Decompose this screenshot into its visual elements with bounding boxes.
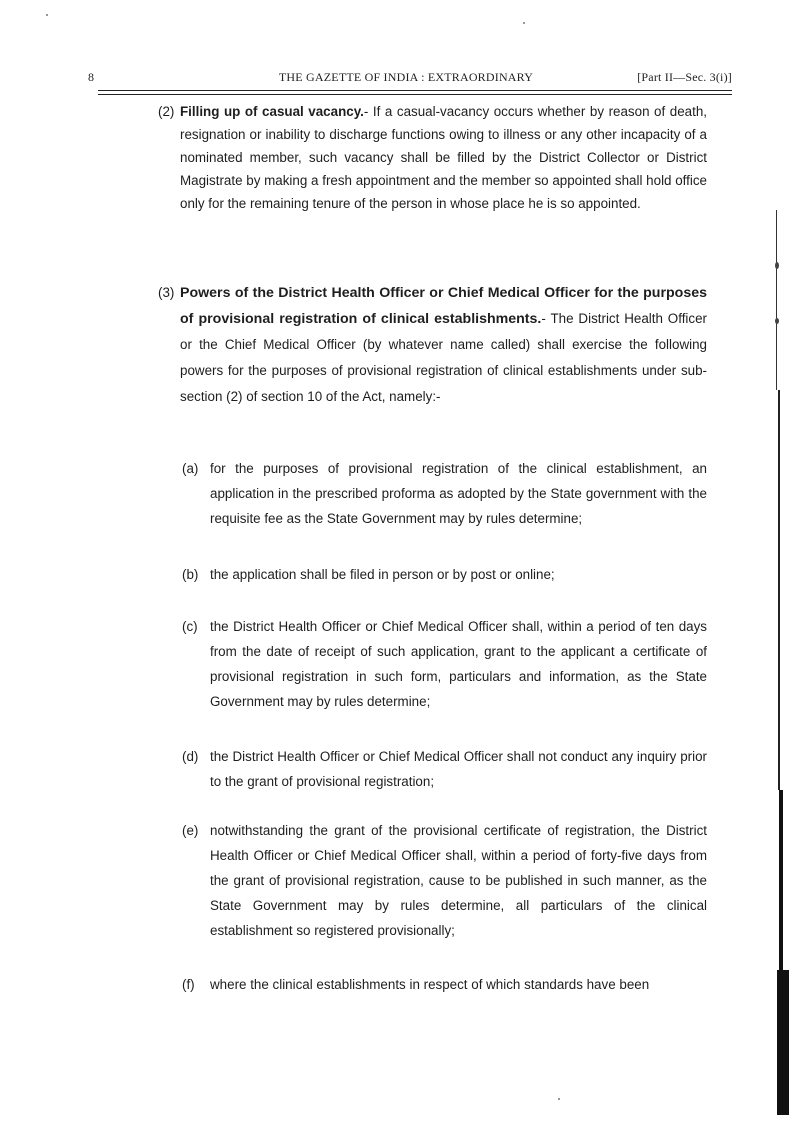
scan-edge-bar bbox=[777, 970, 789, 1115]
header-rule-bottom bbox=[98, 94, 732, 95]
item-c: the District Health Officer or Chief Medical Officer shall, within a period of ten days from the date of receipt of such application, grant to the applicant a certificate of provisional registration in such form, particulars and information, as the State Government may by rules determine; bbox=[210, 619, 707, 709]
running-header bbox=[80, 70, 732, 90]
item-c-label: (c) bbox=[182, 619, 198, 634]
gazette-title: THE GAZETTE OF INDIA : EXTRAORDINARY bbox=[278, 70, 534, 84]
para-3 bbox=[180, 280, 707, 410]
scan-edge-line bbox=[778, 390, 780, 790]
item-d-label: (d) bbox=[182, 749, 199, 764]
para-2-heading: Filling up of casual vacancy. bbox=[180, 104, 364, 119]
scan-speck bbox=[775, 262, 779, 269]
para-2 bbox=[180, 100, 707, 215]
para-2-text: - If a casual-vacancy occurs whether by reason of death, resignation or inability to discharge functions owing to illness or any other incapacity of a nominated member, such vacancy shall be filled by the District Collector or District Magistrate by making a fresh appointment and the member so appointed shall hold office only for the remaining tenure of the person in whose place he is so appointed. bbox=[180, 104, 708, 211]
para-2-number: (2) bbox=[158, 104, 175, 119]
item-f-label: (f) bbox=[182, 977, 195, 992]
item-b: the application shall be filed in person or by post or online; bbox=[210, 567, 555, 582]
item-e: notwithstanding the grant of the provisional certificate of registration, the District Health Officer or Chief Medical Officer shall, within a period of forty-five days from the grant of provisional registration, cause to be published in such manner, as the State Government may by rules determine, all particulars of the clinical establishment so registered provisionally; bbox=[210, 823, 707, 938]
scan-edge-bar bbox=[779, 790, 783, 970]
para-3-number: (3) bbox=[158, 285, 175, 300]
scan-speck bbox=[523, 22, 525, 24]
item-a-label: (a) bbox=[182, 461, 199, 476]
header-rule-top bbox=[98, 90, 732, 91]
item-a: for the purposes of provisional registration of the clinical establishment, an application in the prescribed proforma as adopted by the State government with the requisite fee as the State Government may by rules determine; bbox=[210, 461, 707, 526]
item-f: where the clinical establishments in respect of which standards have been bbox=[210, 977, 650, 992]
item-e-label: (e) bbox=[182, 823, 199, 838]
para-3-heading: Powers of the District Health Officer or Chief Medical Officer for the purposes of provisional registration of clinical establishments. bbox=[180, 285, 707, 327]
scan-edge-line bbox=[776, 210, 777, 390]
scan-speck bbox=[46, 14, 48, 16]
para-3-text: - The District Health Officer or the Chief Medical Officer (by whatever name called) shall exercise the following powers for the purposes of provisional registration of clinical establishments under sub-section (2) of section 10 of the Act, namely:- bbox=[180, 311, 708, 404]
scan-speck bbox=[558, 1098, 560, 1100]
item-d: the District Health Officer or Chief Medical Officer shall not conduct any inquiry prior to the grant of provisional registration; bbox=[210, 749, 707, 789]
item-b-label: (b) bbox=[182, 567, 199, 582]
scan-speck bbox=[775, 318, 779, 324]
page-number: 8 bbox=[88, 70, 95, 84]
part-section: [Part II—Sec. 3(i)] bbox=[637, 70, 732, 84]
